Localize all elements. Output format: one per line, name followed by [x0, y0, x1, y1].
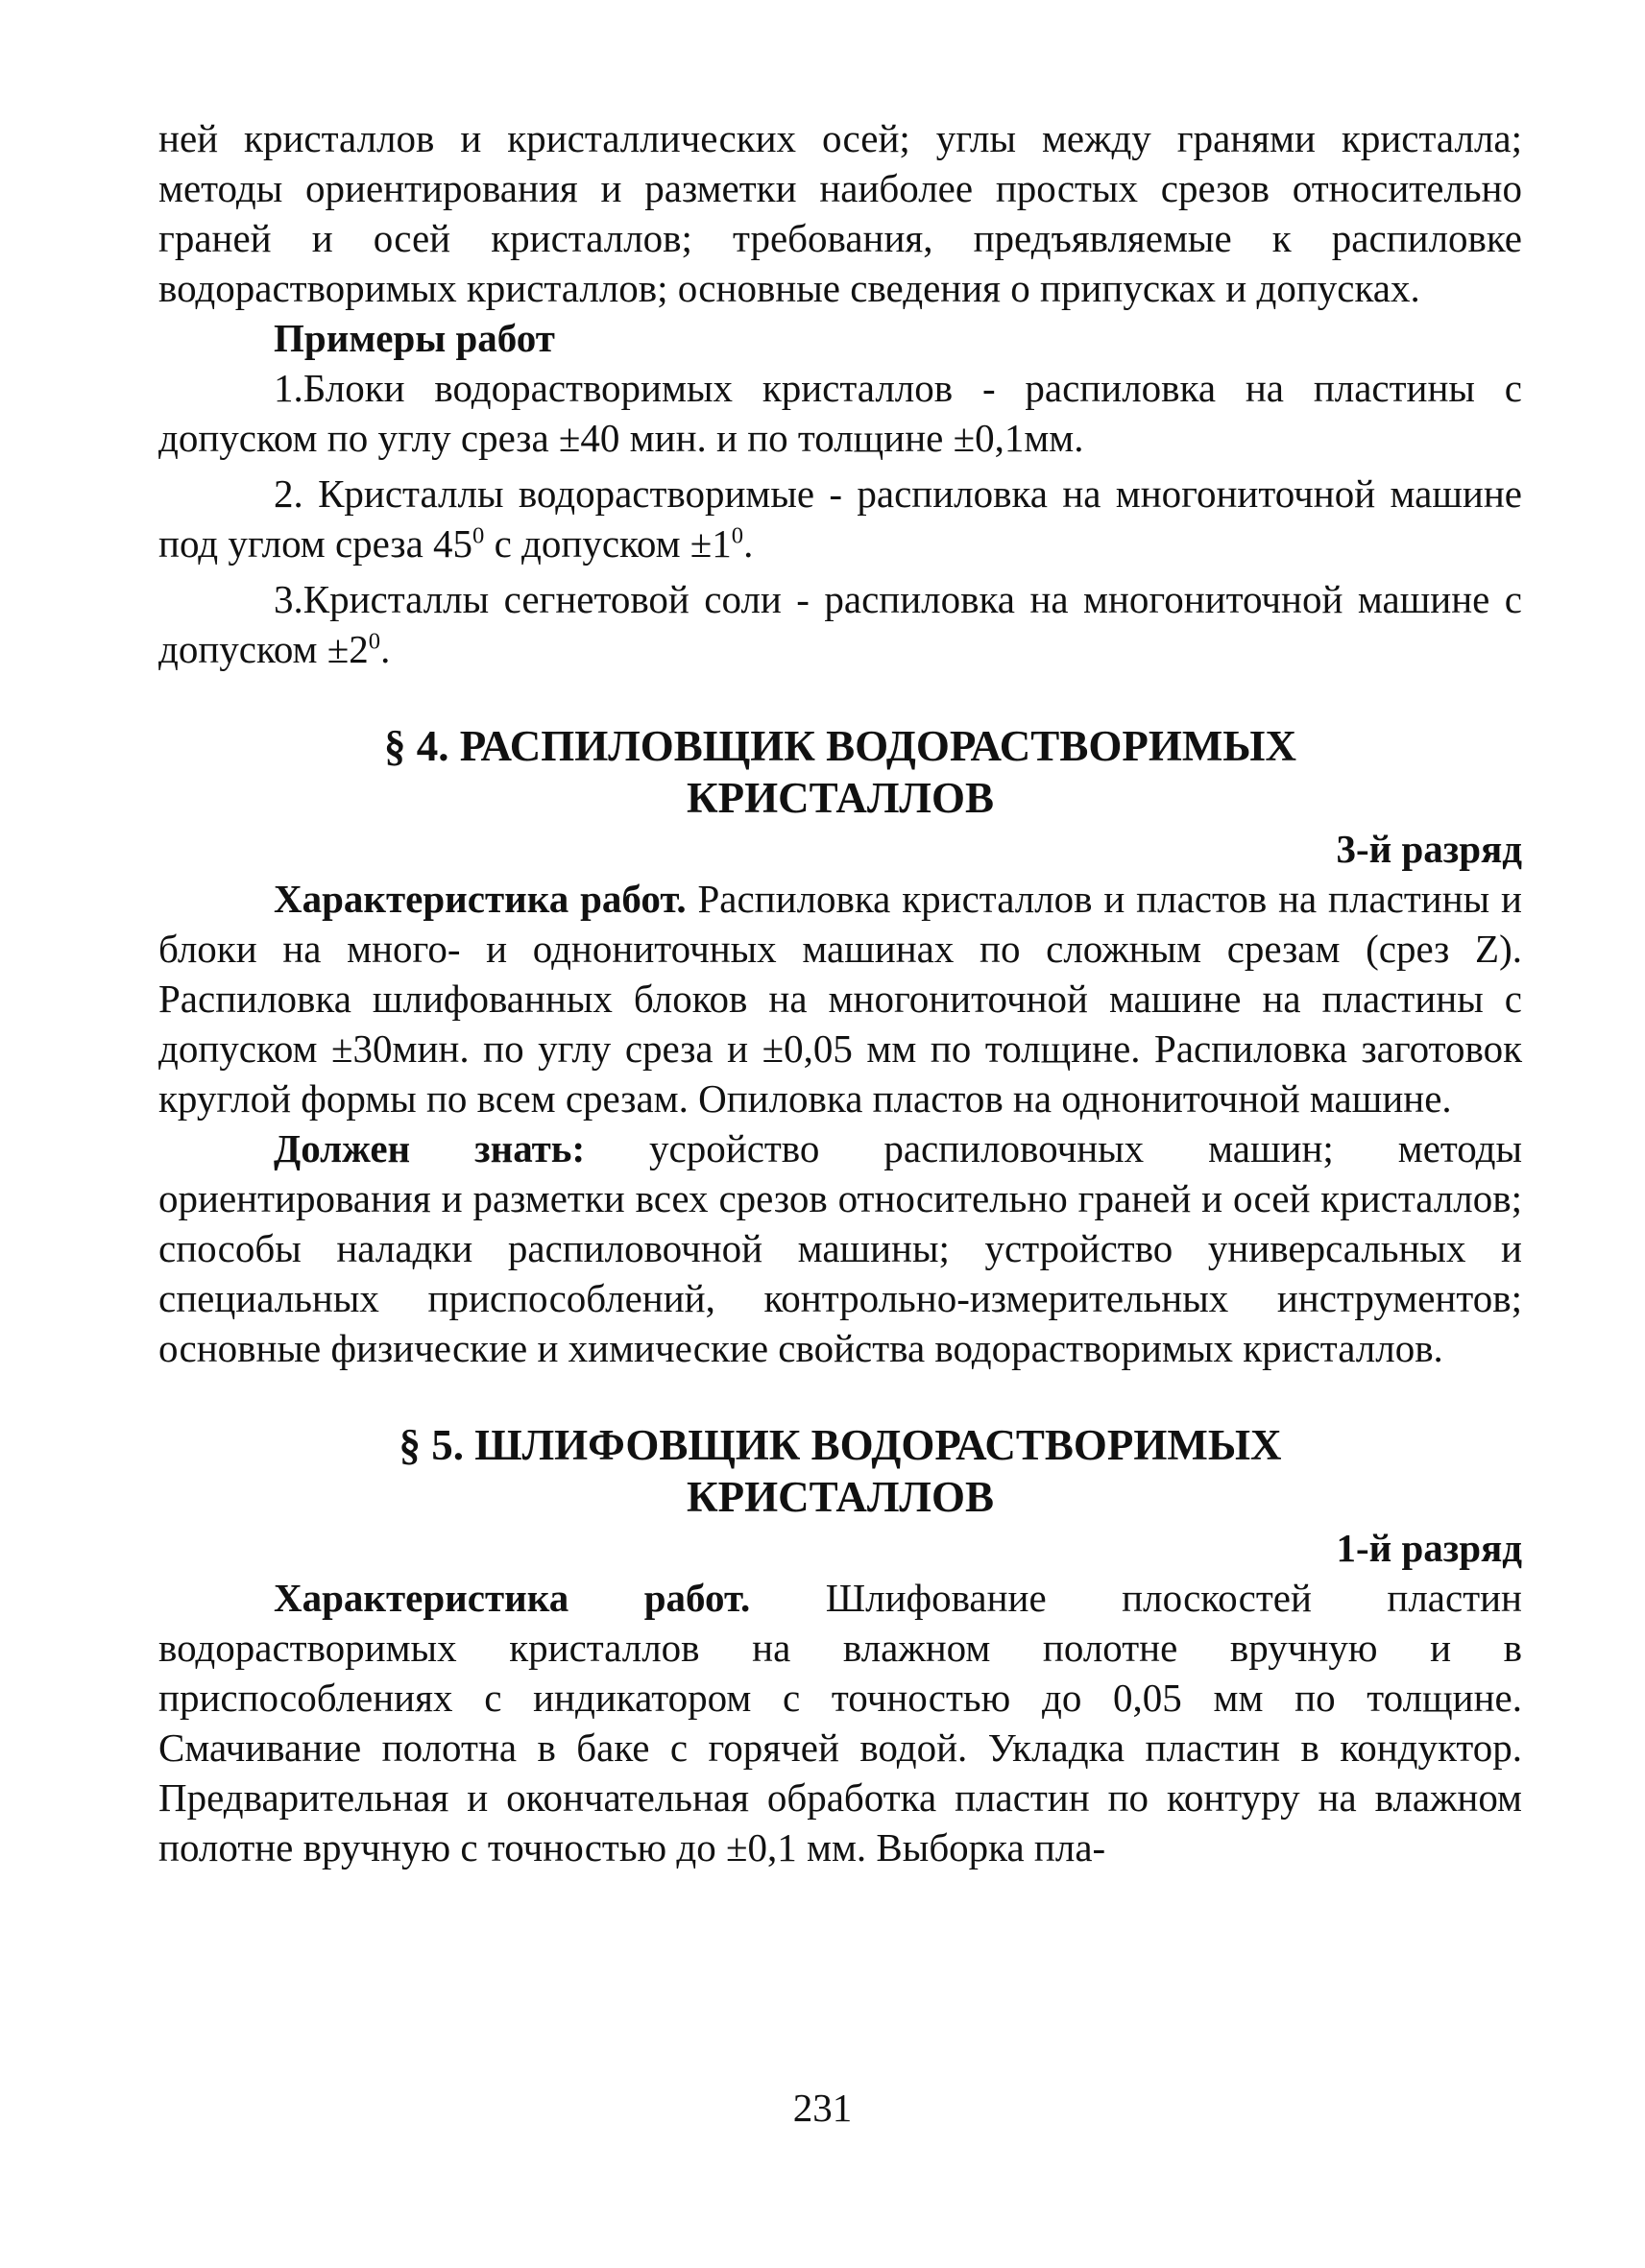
section-4-knowledge-text: усройство распиловочных машин; методы ориентирования и разметки всех срезов относительно граней и осей кристаллов; способы наладки распиловочной машины; устройство универсальных и специальных приспособлений, контрольно-измерительных инструментов; основные физические и химические свойства водорастворимых кристаллов.: [158, 1126, 1522, 1370]
section-4-title-line-2: КРИСТАЛЛОВ: [687, 774, 994, 822]
section-4-title-line-1: § 4. РАСПИЛОВЩИК ВОДОРАСТВОРИМЫХ: [384, 722, 1296, 770]
section-5-title: [158, 1419, 1522, 1523]
section-5-characteristics-text: Шлифование плоскостей пластин водорастворимых кристаллов на влажном полотне вручную и в приспособлениях с индикатором с точностью до 0,05 мм по толщине. Смачивание полотна в баке с горячей водой. Укладка пластин в кондуктор. Предварительная и окончательная обработка пластин по контуру на влажном полотне вручную с точностью до ±0,1 мм. Выборка пла-: [158, 1576, 1522, 1870]
example-item-3-text-before: 3.Кристаллы сегнетовой соли - распиловка на многониточной машине с допуском ±2: [158, 577, 1522, 671]
section-4-characteristics-label: Характеристика работ.: [274, 877, 687, 921]
section-4-characteristics-text: Распиловка кристаллов и пластов на пластины и блоки на много- и однониточных машинах по сложным срезам (срез Z). Распиловка шлифованных блоков на многониточной машине на пластины с допуском ±30мин. по углу среза и ±0,05 мм по толщине. Распиловка заготовок круглой формы по всем срезам. Опиловка пластов на однониточной машине.: [158, 877, 1522, 1121]
example-item-3: [158, 574, 1522, 674]
section-5-characteristics-label: Характеристика работ.: [274, 1576, 751, 1620]
section-5-characteristics: [158, 1573, 1522, 1872]
section-5-rank: 1-й разряд: [1336, 1526, 1522, 1570]
example-item-1: 1.Блоки водорастворимых кристаллов - распиловка на пластины с допуском по углу среза ±40 мин. и по толщине ±0,1мм.: [158, 366, 1522, 460]
page-number: 231: [792, 2086, 853, 2130]
example-item-2-text-after: .: [743, 521, 754, 566]
degree-superscript: 0: [731, 522, 744, 549]
section-4-knowledge: [158, 1123, 1522, 1373]
example-item-2-text-middle: с допуском ±1: [484, 521, 732, 566]
degree-superscript: 0: [368, 628, 381, 655]
section-4-knowledge-label: Должен знать:: [274, 1126, 586, 1170]
section-4-characteristics: [158, 874, 1522, 1123]
example-item-3-text-after: .: [380, 627, 391, 671]
examples-heading: Примеры работ: [274, 316, 555, 360]
section-5-title-line-2: КРИСТАЛЛОВ: [687, 1473, 994, 1521]
degree-superscript: 0: [472, 522, 485, 549]
section-5-title-line-1: § 5. ШЛИФОВЩИК ВОДОРАСТВОРИМЫХ: [399, 1421, 1282, 1469]
page-content: [158, 113, 1522, 1872]
section-4-title: [158, 720, 1522, 824]
intro-paragraph: ней кристаллов и кристаллических осей; углы между гранями кристалла; методы ориентирования и разметки наиболее простых срезов относительно граней и осей кристаллов; требования, предъявляемые к распиловке водорастворимых кристаллов; основные сведения о припусках и допусках.: [158, 116, 1522, 310]
example-item-2-text-before: 2. Кристаллы водорастворимые - распиловка на многониточной машине под углом среза 45: [158, 471, 1522, 566]
example-item-2: [158, 469, 1522, 568]
section-4-rank: 3-й разряд: [1336, 827, 1522, 871]
